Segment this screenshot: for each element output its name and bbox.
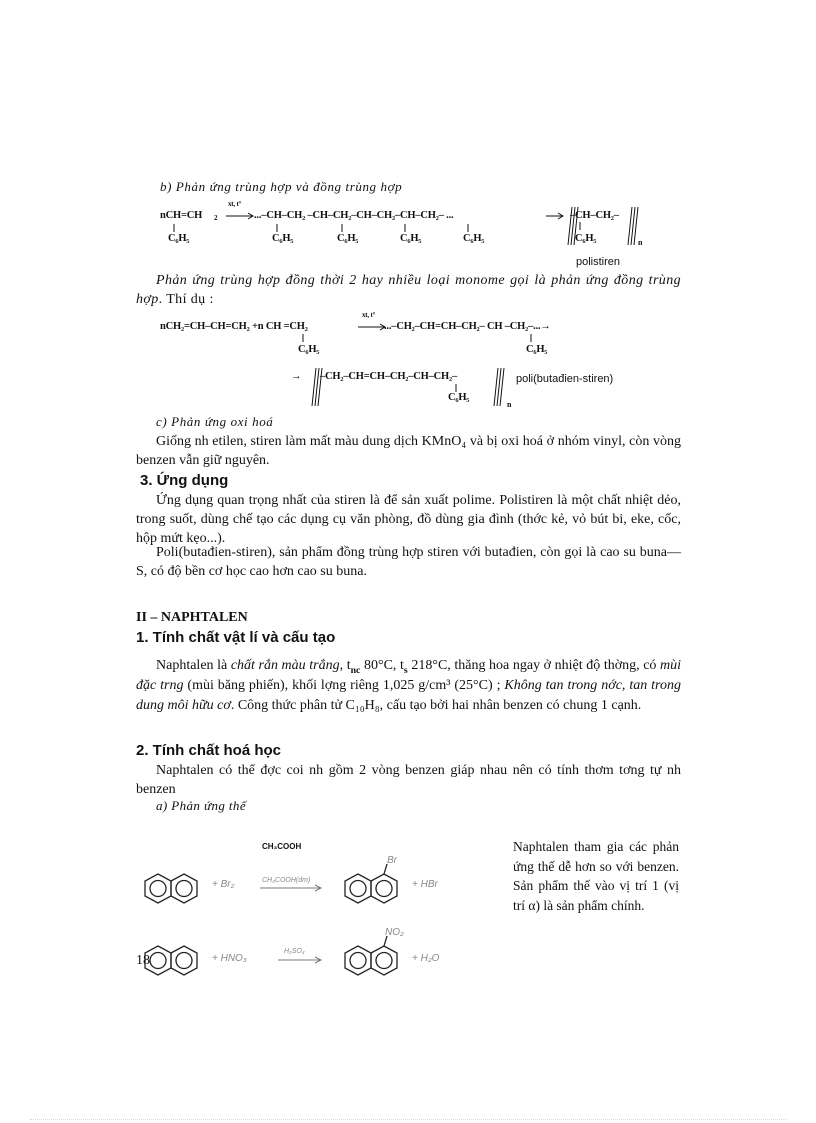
section-b-heading: b) Phản ứng trùng hợp và đồng trùng hợp — [160, 179, 403, 194]
page-bottom-divider — [30, 1118, 786, 1120]
reaction-1-substituent: Br — [387, 855, 397, 866]
eq1-chain: ...–CH–CH₂ –CH–CH₂–CH–CH₂–CH–CH₂– ... — [254, 210, 454, 221]
eq1-arrow — [226, 211, 256, 221]
eq3-arrow: → — [291, 371, 302, 382]
page-number: 18 — [136, 953, 150, 968]
eq1-sub-3: C₆H₅ — [337, 233, 359, 244]
reaction-1-above-label: CH₃COOH — [262, 842, 302, 851]
naphthalene-reaction-diagram — [140, 856, 480, 986]
naphthalene-1 — [145, 874, 197, 903]
section-c-heading: c) Phản ứng oxi hoá — [156, 414, 274, 429]
section-c-paragraph: Giống nh etilen, stiren làm mất màu dung dịch KMnO₄ và bị oxi hoá ở nhóm vinyl, còn vòng benzen vẫn giữ nguyên. — [136, 434, 681, 468]
substitution-side-note: Naphtalen tham gia các phản ứng thế dễ hơn so với benzen. Sản phẩm thế vào vị trí 1 (vị trí α) là sản phẩm chính. — [513, 839, 679, 913]
eq2-reactants: nCH₂=CH–CH=CH₂ +n CH =CH₂ — [160, 321, 308, 332]
naphtalen-physical-paragraph: Naphtalen là chất rắn màu trắng, $t_{nc}$ 80°C, $t_s$ 218°C, thăng hoa ngay ở nhiệt độ thờng, có mùi đặc trng (mùi băng phiến), khối lợng riêng 1,025 g/cm³ (25°C) ; Không tan trong nớc, tan trong dung môi hữu cơ. Công thức phân tử C₁₀H₈, cấu tạo bởi hai nhân benzen có chung 1 cạnh. — [136, 658, 682, 713]
subsection-a-heading: a) Phản ứng thế — [156, 798, 246, 813]
section-3-heading: 3. Ứng dụng — [140, 472, 229, 489]
eq1-sub-5: C₆H₅ — [463, 233, 485, 244]
reaction-2-condition: H₂SO₄ — [284, 948, 305, 955]
eq1-bonds — [160, 222, 500, 234]
eq1-n: n — [638, 238, 643, 247]
reaction-1-byproduct: + HBr — [412, 879, 438, 890]
eq3-sub: C₆H₅ — [448, 392, 470, 403]
eq1-condition: xt, t° — [228, 200, 242, 208]
eq2-products: ...–CH₂–CH=CH–CH₂– CH –CH₂–...→ — [384, 321, 551, 332]
naphtalen-chemical-paragraph: Naphtalen có thể đợc coi nh gồm 2 vòng benzen giáp nhau nên có tính thơm tơng tự nh benzen — [136, 763, 681, 797]
naphthalene-2 — [145, 946, 197, 975]
reaction-2-substituent: NO₂ — [385, 927, 404, 938]
subsection-2-heading: 2. Tính chất hoá học — [136, 742, 282, 759]
eq1-polymer-sub: C₆H₅ — [575, 233, 597, 244]
section-3-paragraph-1: Ứng dụng quan trọng nhất của stiren là để sản xuất polime. Polistiren là một chất nhiệt dẻo, trong suốt, dùng chế tạo các dụng cụ văn phòng, đồ dùng gia đình (thớc kẻ, vỏ bút bi, eke, cốc, hộp mứt kẹo...). — [136, 493, 681, 546]
eq1-sub-2: C₆H₅ — [272, 233, 294, 244]
poli-butadien-stiren-label: poli(butađien-stiren) — [516, 373, 614, 385]
reaction-2-byproduct: + H₂O — [412, 953, 440, 964]
eq2-bonds — [290, 332, 550, 344]
section-3-paragraph-2: Poli(butađien-stiren), sản phẩm đồng trùng hợp stiren với butađien, còn gọi là cao su buna—S, có độ bền cơ học cao hơn cao su buna. — [136, 545, 681, 579]
copolymer-definition: Phản ứng trùng hợp đồng thời 2 hay nhiều loại monome gọi là phản ứng đồng trùng hợp. Thí dụ : — [136, 273, 681, 307]
eq1-monomer: nCH=CH — [160, 210, 203, 221]
eq3-n: n — [507, 400, 512, 409]
nitronaphthalene — [345, 936, 397, 975]
eq2-condition: xt, t° — [362, 311, 376, 319]
section-II-heading: II – NAPHTALEN — [136, 610, 248, 625]
eq1-sub-1: C₆H₅ — [168, 233, 190, 244]
polistiren-label: polistiren — [576, 256, 621, 268]
eq2-sub-2: C₆H₅ — [526, 344, 548, 355]
reaction-2-arrow — [278, 957, 321, 963]
subsection-1-heading: 1. Tính chất vật lí và cấu tạo — [136, 629, 336, 646]
eq2-sub-1: C₆H₅ — [298, 344, 320, 355]
reaction-2-reagent: + HNO₃ — [212, 953, 247, 964]
reaction-1-condition: CH₃COOH(dm) — [262, 877, 311, 884]
eq1-arrow-2 — [546, 211, 566, 221]
eq1-polymer: –CH–CH₂– — [570, 210, 619, 221]
eq3-polymer: –CH₂–CH=CH–CH₂–CH–CH₂– — [320, 371, 458, 382]
reaction-1-reagent: + Br₂ — [212, 879, 235, 890]
eq1-sub-4: C₆H₅ — [400, 233, 422, 244]
bromonaphthalene — [345, 864, 397, 903]
reaction-1-arrow — [260, 885, 321, 891]
